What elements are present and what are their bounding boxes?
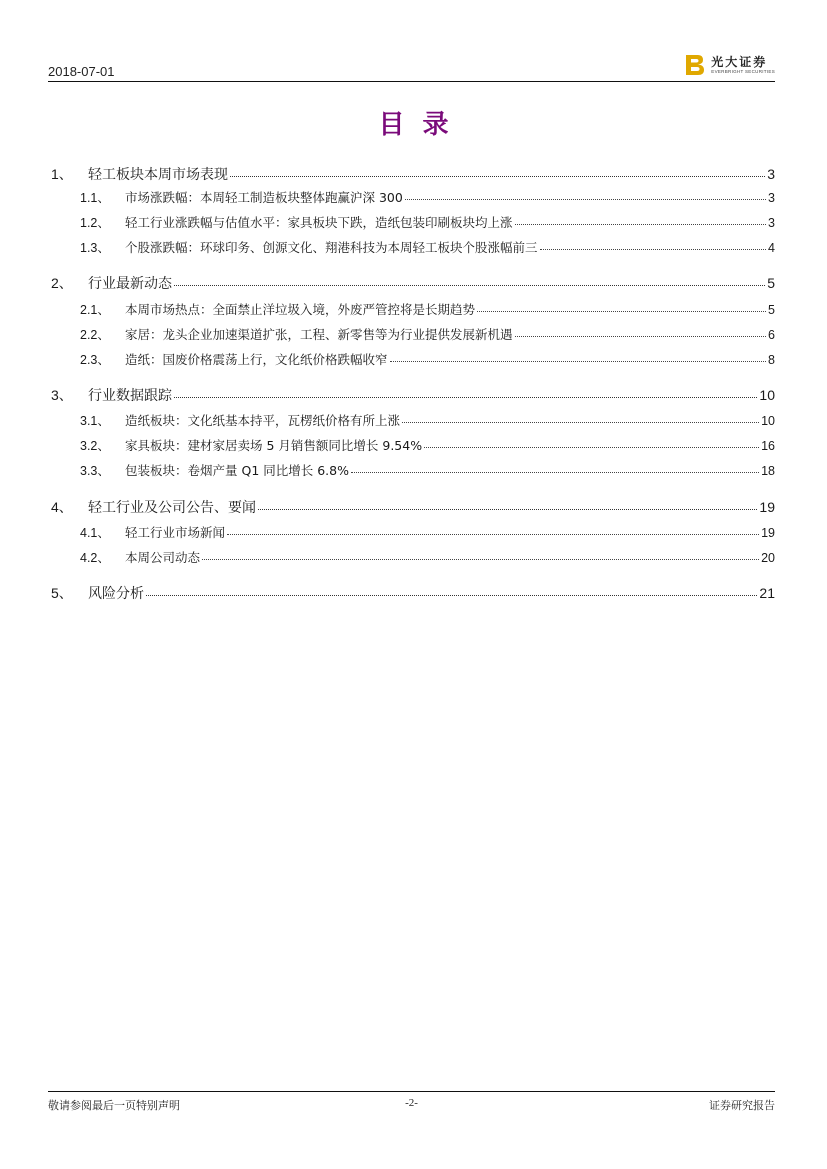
toc-entry-title: 轻工行业市场新闻 [125, 525, 226, 540]
toc-entry-page: 4 [768, 241, 775, 255]
page-number: -2- [405, 1097, 418, 1109]
toc-dot-leader [515, 223, 767, 225]
toc-entry-page: 8 [768, 353, 775, 367]
toc-dot-leader [477, 310, 766, 312]
footer-report-type: 证券研究报告 [709, 1099, 775, 1112]
toc-entry-title: 风险分析 [88, 586, 144, 602]
toc-entry[interactable] [48, 385, 775, 405]
toc-entry[interactable] [48, 300, 775, 318]
toc-title: 目录 [378, 110, 467, 140]
everbright-logo-icon [684, 54, 706, 76]
toc-entry-title: 造纸板块：文化纸基本持平，瓦楞纸价格有所上涨 [125, 413, 401, 428]
toc-entry-number: 2、 [51, 275, 73, 291]
toc-entry[interactable] [48, 548, 775, 566]
toc-entry[interactable] [48, 213, 775, 231]
report-date: 2018-07-01 [48, 64, 115, 79]
toc-dot-leader [202, 558, 759, 560]
toc-entry-number: 1.1、 [80, 191, 110, 205]
toc-entry-number: 2.3、 [80, 353, 110, 367]
toc-entry[interactable] [48, 497, 775, 517]
toc-dot-leader [227, 533, 759, 535]
toc-entry-page: 3 [767, 166, 775, 182]
toc-entry-number: 1.3、 [80, 241, 110, 255]
toc-entry-number: 4.2、 [80, 551, 110, 565]
toc-entry-page: 16 [761, 439, 775, 453]
toc-entry[interactable] [48, 436, 775, 454]
toc-entry[interactable] [48, 238, 775, 256]
header-divider [48, 81, 775, 82]
toc-entry-page: 19 [761, 526, 775, 540]
toc-entry-title: 造纸：国废价格震荡上行，文化纸价格跌幅收窄 [125, 352, 388, 367]
toc-entry-number: 2.1、 [80, 303, 110, 317]
toc-entry-title: 轻工板块本周市场表现 [88, 167, 228, 183]
toc-entry[interactable] [48, 325, 775, 343]
toc-entry-number: 3.3、 [80, 464, 110, 478]
toc-entry-page: 10 [759, 387, 775, 403]
toc-dot-leader [146, 594, 757, 596]
toc-entry[interactable] [48, 273, 775, 293]
toc-entry-page: 6 [768, 328, 775, 342]
toc-entry-number: 4.1、 [80, 526, 110, 540]
toc-dot-leader [405, 198, 766, 200]
toc-entry-title: 轻工行业及公司公告、要闻 [88, 500, 256, 516]
toc-entry-number: 1、 [51, 166, 73, 182]
toc-entry[interactable] [48, 523, 775, 541]
toc-entry-number: 3.1、 [80, 414, 110, 428]
toc-entry[interactable] [48, 188, 775, 206]
toc-entry-title: 包装板块：卷烟产量 Q1 同比增长 6.8% [125, 463, 349, 478]
toc-entry-number: 5、 [51, 585, 73, 601]
toc-dot-leader [174, 284, 765, 286]
toc-entry-title: 市场涨跌幅：本周轻工制造板块整体跑赢沪深 300 [125, 190, 403, 205]
toc-entry-page: 3 [768, 216, 775, 230]
toc-entry[interactable] [48, 461, 775, 479]
toc-dot-leader [258, 508, 757, 510]
toc-entry-title: 行业最新动态 [88, 276, 172, 292]
toc-entry-page: 5 [768, 303, 775, 317]
toc-entry[interactable] [48, 411, 775, 429]
toc-entry-title: 本周市场热点：全面禁止洋垃圾入境，外废严管控将是长期趋势 [125, 302, 476, 317]
toc-entry-title: 个股涨跌幅：环球印务、创源文化、翔港科技为本周轻工板块个股涨幅前三 [125, 240, 538, 255]
toc-entry-title: 家具板块：建材家居卖场 5 月销售额同比增长 9.54% [125, 438, 423, 453]
toc-entry-page: 21 [759, 585, 775, 601]
page-header [48, 50, 775, 82]
toc-entry[interactable] [48, 583, 775, 603]
toc-dot-leader [351, 471, 759, 473]
toc-entry-number: 4、 [51, 499, 73, 515]
toc-dot-leader [174, 396, 757, 398]
toc-entry-title: 轻工行业涨跌幅与估值水平：家具板块下跌，造纸包装印刷板块均上涨 [125, 215, 513, 230]
toc-entry-page: 20 [761, 551, 775, 565]
toc-entry-page: 19 [759, 499, 775, 515]
toc-entry-number: 1.2、 [80, 216, 110, 230]
toc-entry-number: 3、 [51, 387, 73, 403]
toc-entry-title: 家居：龙头企业加速渠道扩张，工程、新零售等为行业提供发展新机遇 [125, 327, 513, 342]
toc-dot-leader [424, 446, 759, 448]
toc-dot-leader [402, 421, 759, 423]
toc-entry-number: 2.2、 [80, 328, 110, 342]
toc-dot-leader [230, 175, 765, 177]
toc-entry-number: 3.2、 [80, 439, 110, 453]
toc-entry[interactable] [48, 350, 775, 368]
toc-entry-title: 本周公司动态 [125, 550, 201, 565]
toc-dot-leader [390, 360, 767, 362]
toc-entry-page: 18 [761, 464, 775, 478]
toc-dot-leader [515, 335, 767, 337]
logo-chinese-text: 光大证券 [711, 54, 768, 69]
toc-entry-title: 行业数据跟踪 [88, 388, 172, 404]
footer-disclaimer: 敬请参阅最后一页特别声明 [48, 1099, 180, 1112]
toc-entry-page: 10 [761, 414, 775, 428]
toc-entry[interactable] [48, 164, 775, 184]
footer-divider [48, 1091, 775, 1092]
toc-dot-leader [540, 248, 767, 250]
logo-english-text: EVERBRIGHT SECURITIES [711, 68, 775, 74]
company-logo [684, 52, 775, 78]
toc-entry-page: 5 [767, 275, 775, 291]
toc-entry-page: 3 [768, 191, 775, 205]
